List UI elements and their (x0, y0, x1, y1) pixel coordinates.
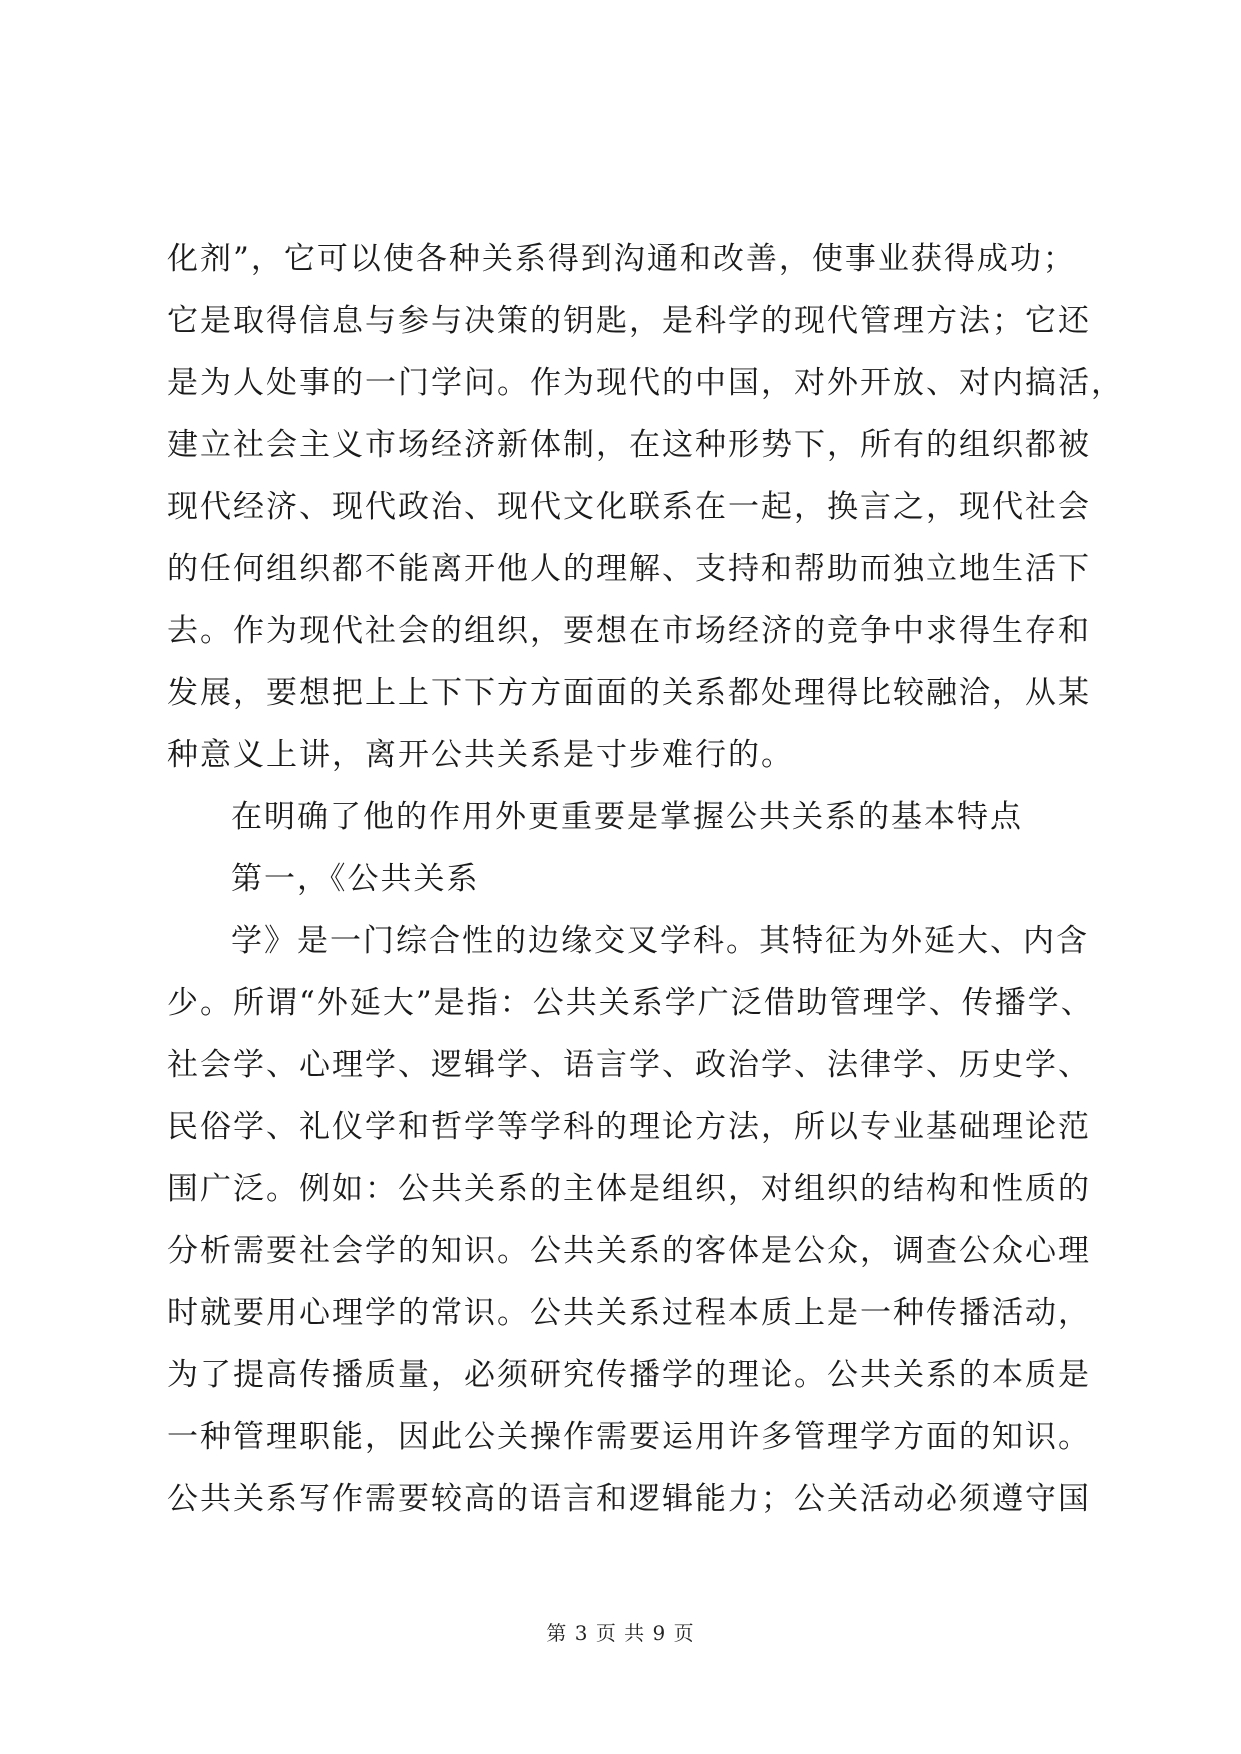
text-line: 一种管理职能，因此公关操作需要运用许多管理学方面的知识。 (167, 1419, 1091, 1455)
text-line: 发展，要想把上上下下方方面面的关系都处理得比较融洽，从某 (167, 675, 1091, 711)
text-line: 现代经济、现代政治、现代文化联系在一起，换言之，现代社会 (167, 489, 1091, 525)
text-line: 社会学、心理学、逻辑学、语言学、政治学、法律学、历史学、 (167, 1047, 1091, 1083)
text-line: 分析需要社会学的知识。公共关系的客体是公众，调查公众心理 (167, 1233, 1091, 1269)
text-line: 的任何组织都不能离开他人的理解、支持和帮助而独立地生活下 (167, 551, 1091, 587)
text-line: 是为人处事的一门学问。作为现代的中国，对外开放、对内搞活， (167, 365, 1124, 401)
text-line: 围广泛。例如：公共关系的主体是组织，对组织的结构和性质的 (167, 1171, 1091, 1207)
text-line: 种意义上讲，离开公共关系是寸步难行的。 (167, 737, 794, 773)
text-line: 学》是一门综合性的边缘交叉学科。其特征为外延大、内含 (231, 923, 1089, 959)
text-line: 时就要用心理学的常识。公共关系过程本质上是一种传播活动， (167, 1295, 1091, 1331)
text-line: 民俗学、礼仪学和哲学等学科的理论方法，所以专业基础理论范 (167, 1109, 1091, 1145)
page-footer: 第 3 页 共 9 页 (546, 1621, 695, 1645)
text-line: 为了提高传播质量，必须研究传播学的理论。公共关系的本质是 (167, 1357, 1091, 1393)
body-text (167, 228, 1124, 1530)
text-line: 第一，《公共关系 (231, 861, 480, 897)
text-line: 在明确了他的作用外更重要是掌握公共关系的基本特点 (231, 799, 1023, 835)
text-line: 它是取得信息与参与决策的钥匙，是科学的现代管理方法；它还 (167, 303, 1091, 339)
text-line: 建立社会主义市场经济新体制，在这种形势下，所有的组织都被 (167, 427, 1091, 463)
text-line: 去。作为现代社会的组织，要想在市场经济的竞争中求得生存和 (167, 613, 1091, 649)
text-line: 少。所谓“外延大”是指：公共关系学广泛借助管理学、传播学、 (167, 985, 1094, 1021)
text-line: 公共关系写作需要较高的语言和逻辑能力；公关活动必须遵守国 (167, 1481, 1091, 1517)
text-line: 化剂”，它可以使各种关系得到沟通和改善，使事业获得成功； (167, 241, 1076, 277)
